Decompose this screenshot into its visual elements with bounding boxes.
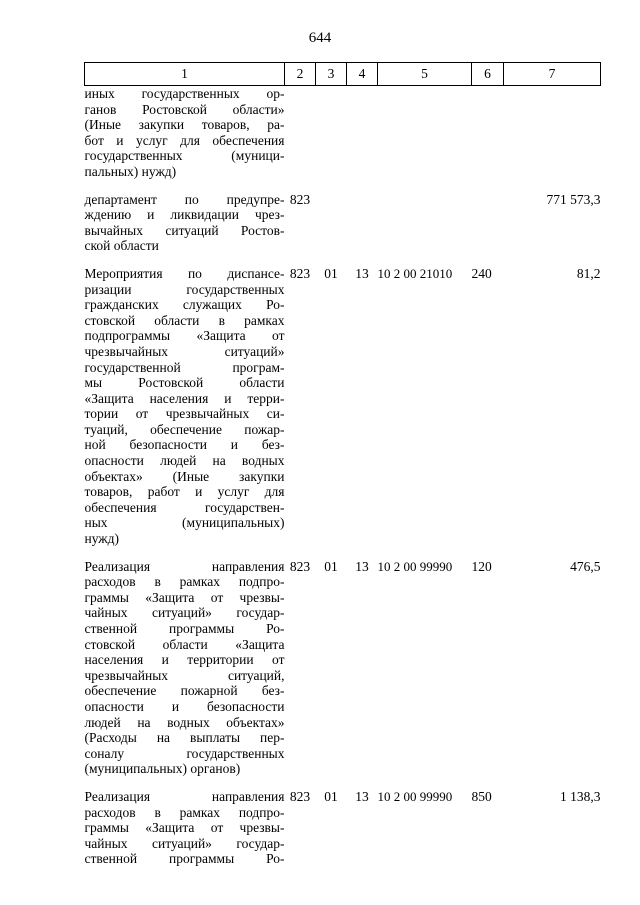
name-line: товаров, работ и услуг для — [84, 484, 285, 500]
cell-expense-type: 240 — [471, 265, 492, 281]
table-row — [85, 559, 601, 777]
name-line: мы Ростовской области — [84, 375, 285, 391]
cell-amount — [504, 86, 601, 180]
cell-target: 10 2 00 21010 — [377, 265, 453, 281]
cell-expense-type: 850 — [471, 788, 492, 804]
cell-target: 10 2 00 99990 — [377, 558, 453, 574]
name-line: «Защита населения и терри- — [84, 390, 285, 406]
cell-amount: 81,2 — [576, 265, 601, 281]
cell-name — [85, 192, 285, 254]
name-line: обеспечения государствен- — [84, 499, 285, 515]
name-line: бот и услуг для обеспечения — [84, 132, 285, 148]
cell-expense-type — [472, 86, 504, 180]
cell-section: 01 — [324, 265, 338, 281]
header-col-name: 1 — [85, 63, 285, 86]
cell-subsection: 13 — [355, 265, 369, 281]
name-line: граммы «Защита от чрезвы- — [84, 820, 285, 836]
name-line: граммы «Защита от чрезвы- — [84, 589, 285, 605]
cell-amount: 771 573,3 — [546, 191, 601, 207]
name-line: расходов в рамках подпро- — [84, 804, 285, 820]
row-spacer — [85, 180, 601, 192]
cell-amount: 476,5 — [570, 558, 601, 574]
name-line: (муниципальных) органов) — [84, 761, 241, 777]
name-line: государственных (муници- — [84, 148, 285, 164]
name-line: объектах» (Иные закупки — [84, 468, 285, 484]
header-col-ministry: 2 — [285, 63, 316, 86]
cell-subsection: 13 — [355, 558, 369, 574]
table-row — [85, 86, 601, 180]
name-line: (Расходы на выплаты пер- — [84, 730, 285, 746]
header-col-section: 3 — [316, 63, 347, 86]
name-line: населения и территории от — [84, 652, 285, 668]
page-number: 644 — [308, 30, 332, 46]
header-col-subsection: 4 — [347, 63, 378, 86]
row-spacer — [85, 547, 601, 559]
name-line: обеспечение пожарной без- — [84, 683, 285, 699]
name-line: государственной програм- — [84, 359, 285, 375]
name-line: ных (муниципальных) — [84, 515, 285, 531]
name-line: подпрограммы «Защита от — [84, 328, 285, 344]
name-line: ризации государственных — [84, 281, 285, 297]
cell-ministry: 823 — [289, 558, 311, 574]
row-spacer-cell — [85, 547, 601, 559]
table-row — [85, 266, 601, 547]
name-line: чайных ситуаций» государ- — [84, 605, 285, 621]
table-row — [85, 789, 601, 867]
cell-ministry: 823 — [289, 265, 311, 281]
name-line: Мероприятия по диспансе- — [84, 265, 285, 281]
name-line: стовской области в рамках — [84, 312, 285, 328]
cell-section: 01 — [324, 788, 338, 804]
row-spacer — [85, 777, 601, 789]
budget-table — [84, 62, 601, 867]
name-line: нужд) — [84, 531, 119, 547]
cell-amount: 1 138,3 — [560, 788, 601, 804]
header-col-target: 5 — [378, 63, 472, 86]
name-line: ной безопасности и без- — [84, 437, 285, 453]
table-header — [85, 63, 601, 86]
table-row — [85, 192, 601, 254]
name-line: пальных) нужд) — [84, 163, 177, 179]
cell-ministry: 823 — [289, 191, 311, 207]
cell-section: 01 — [324, 558, 338, 574]
cell-target — [378, 192, 472, 254]
name-line: вычайных ситуаций Ростов- — [84, 222, 285, 238]
cell-expense-type — [472, 192, 504, 254]
cell-target — [378, 86, 472, 180]
cell-name — [85, 86, 285, 180]
cell-subsection — [347, 86, 378, 180]
cell-subsection — [347, 192, 378, 254]
header-col-amount: 7 — [504, 63, 601, 86]
name-line: стовской области «Защита — [84, 636, 285, 652]
name-line: Реализация направления — [84, 558, 285, 574]
table-body — [85, 86, 601, 867]
name-line: туаций, обеспечение пожар- — [84, 421, 285, 437]
cell-section — [316, 192, 347, 254]
cell-ministry — [285, 86, 316, 180]
name-line: ственной программы Ро- — [84, 621, 285, 636]
cell-subsection: 13 — [355, 788, 369, 804]
name-line: департамент по предупре- — [84, 191, 285, 207]
name-line: соналу государственных — [84, 745, 285, 761]
name-line: расходов в рамках подпро- — [84, 574, 285, 590]
row-spacer-cell — [85, 254, 601, 266]
cell-target: 10 2 00 99990 — [377, 788, 453, 804]
cell-section — [316, 86, 347, 180]
name-line: (Иные закупки товаров, ра- — [84, 117, 285, 133]
name-line: ской области — [84, 238, 159, 254]
name-line: ганов Ростовской области» — [84, 101, 285, 117]
row-spacer — [85, 254, 601, 266]
name-line: опасности и безопасности — [84, 698, 285, 714]
name-line: чайных ситуаций» государ- — [84, 835, 285, 851]
cell-name — [85, 559, 285, 777]
cell-name — [85, 266, 285, 547]
name-line: тории от чрезвычайных си- — [84, 406, 285, 422]
name-line: чрезвычайных ситуаций» — [84, 343, 285, 359]
name-line: чрезвычайных ситуаций, — [84, 667, 285, 683]
name-line: иных государственных ор- — [84, 86, 285, 101]
cell-name — [85, 789, 285, 867]
name-line: гражданских служащих Ро- — [84, 297, 285, 313]
header-row — [85, 63, 601, 86]
name-line: Реализация направления — [84, 788, 285, 804]
name-line: людей на водных объектах» — [84, 714, 285, 730]
name-line: ждению и ликвидации чрез- — [84, 207, 285, 223]
cell-ministry: 823 — [289, 788, 311, 804]
name-line: ственной программы Ро- — [84, 851, 285, 867]
name-line: опасности людей на водных — [84, 453, 285, 469]
cell-expense-type: 120 — [471, 558, 492, 574]
row-spacer-cell — [85, 777, 601, 789]
row-spacer-cell — [85, 180, 601, 192]
header-col-expense-type: 6 — [472, 63, 504, 86]
